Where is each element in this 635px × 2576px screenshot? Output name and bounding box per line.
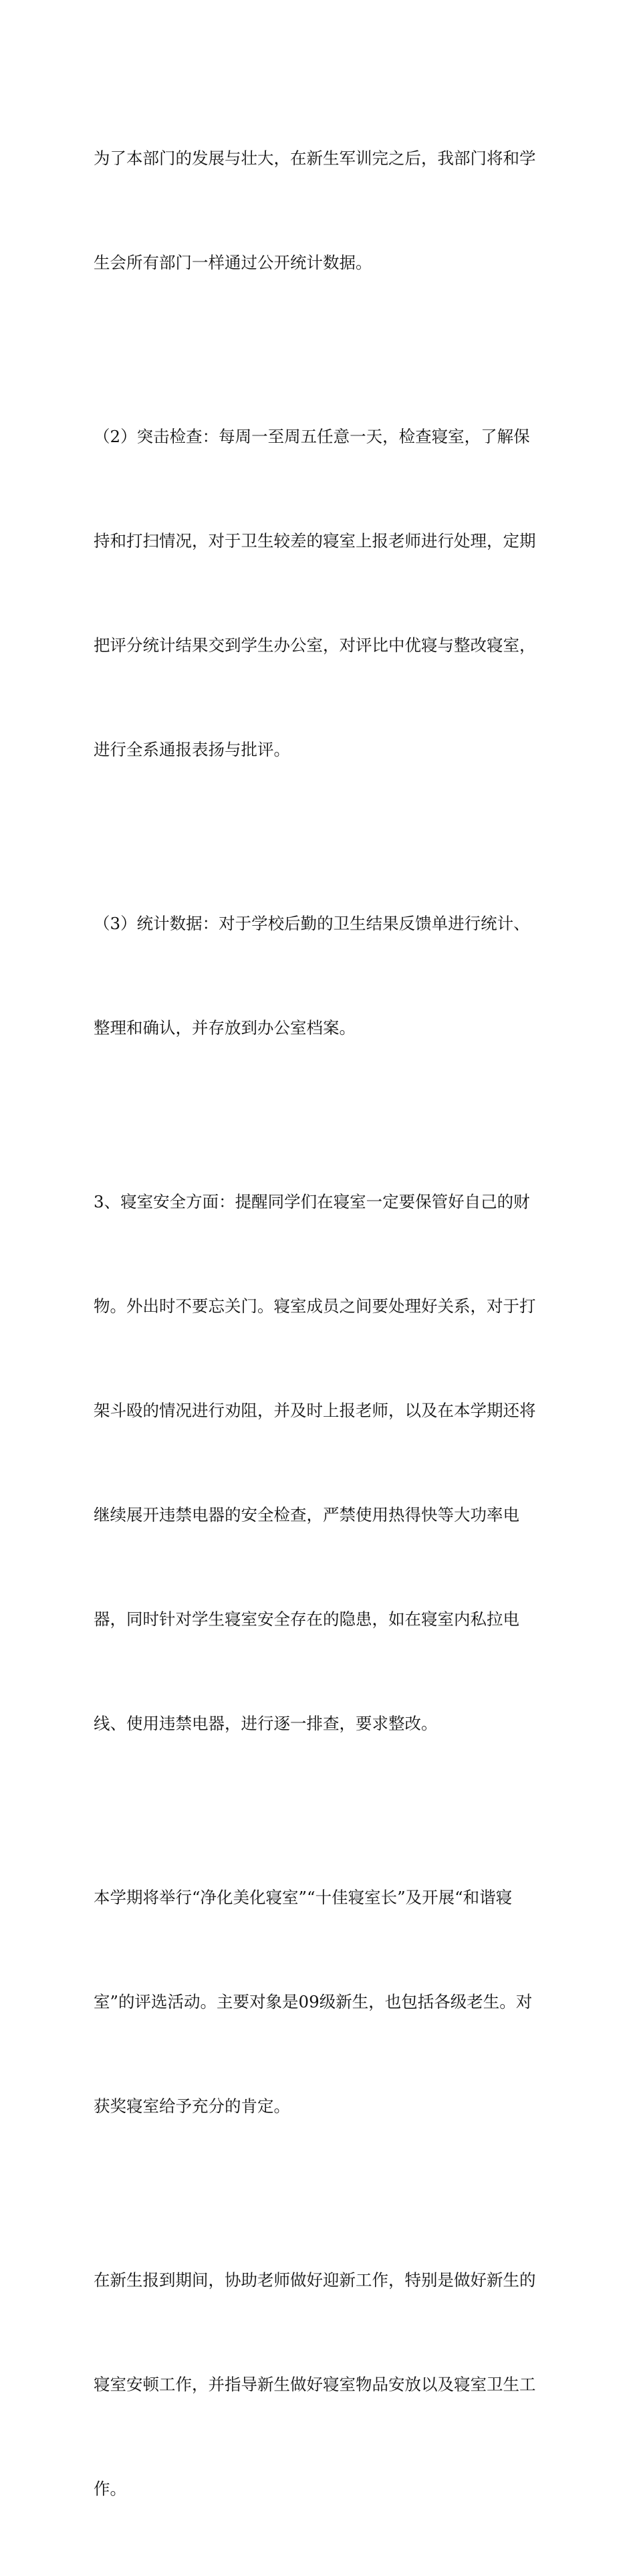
text-line: 室”的评选活动。主要对象是09级新生，也包括各级老生。对	[94, 1992, 533, 2011]
text-line: 器，同时针对学生寝室安全存在的隐患，如在寝室内私拉电	[94, 1609, 519, 1629]
text-line: 在新生报到期间，协助老师做好迎新工作，特别是做好新生的	[94, 2270, 536, 2290]
text-line: 线、使用违禁电器，进行逐一排查，要求整改。	[94, 1714, 438, 1733]
text-line: 整理和确认，并存放到办公室档案。	[94, 1018, 356, 1037]
text-line: 物。外出时不要忘关门。寝室成员之间要处理好关系，对于打	[94, 1296, 536, 1316]
paragraph-statistics	[94, 837, 548, 1115]
document-body	[94, 72, 548, 2576]
text-line: 作。	[94, 2479, 126, 2498]
paragraph-development	[94, 72, 548, 350]
paragraph-dorm-safety	[94, 1115, 548, 1811]
text-line: 寝室安顿工作，并指导新生做好寝室物品安放以及寝室卫生工	[94, 2375, 536, 2394]
text-line: 生会所有部门一样通过公开统计数据。	[94, 253, 372, 272]
text-line: 3、寝室安全方面：提醒同学们在寝室一定要保管好自己的财	[94, 1192, 530, 1211]
text-line: 本学期将举行“净化美化寝室”“十佳寝室长”及开展“和谐寝	[94, 1888, 513, 1907]
text-line: 进行全系通报表扬与批评。	[94, 740, 290, 759]
text-line: 把评分统计结果交到学生办公室，对评比中优寝与整改寝室，	[94, 635, 536, 655]
text-line: 继续展开违禁电器的安全检查，严禁使用热得快等大功率电	[94, 1505, 519, 1524]
text-line: 持和打扫情况，对于卫生较差的寝室上报老师进行处理，定期	[94, 531, 536, 551]
paragraph-surprise-inspection	[94, 350, 548, 837]
text-line: （2）突击检查：每周一至周五任意一天，检查寝室，了解保	[94, 427, 530, 446]
text-line: 为了本部门的发展与壮大，在新生军训完之后，我部门将和学	[94, 148, 536, 168]
text-line: 获奖寝室给予充分的肯定。	[94, 2096, 290, 2116]
paragraph-selection-activities	[94, 1811, 548, 2193]
text-line: （3）统计数据：对于学校后勤的卫生结果反馈单进行统计、	[94, 914, 530, 933]
text-line: 架斗殴的情况进行劝阻，并及时上报老师，以及在本学期还将	[94, 1401, 536, 1420]
paragraph-freshman-registration	[94, 2193, 548, 2576]
